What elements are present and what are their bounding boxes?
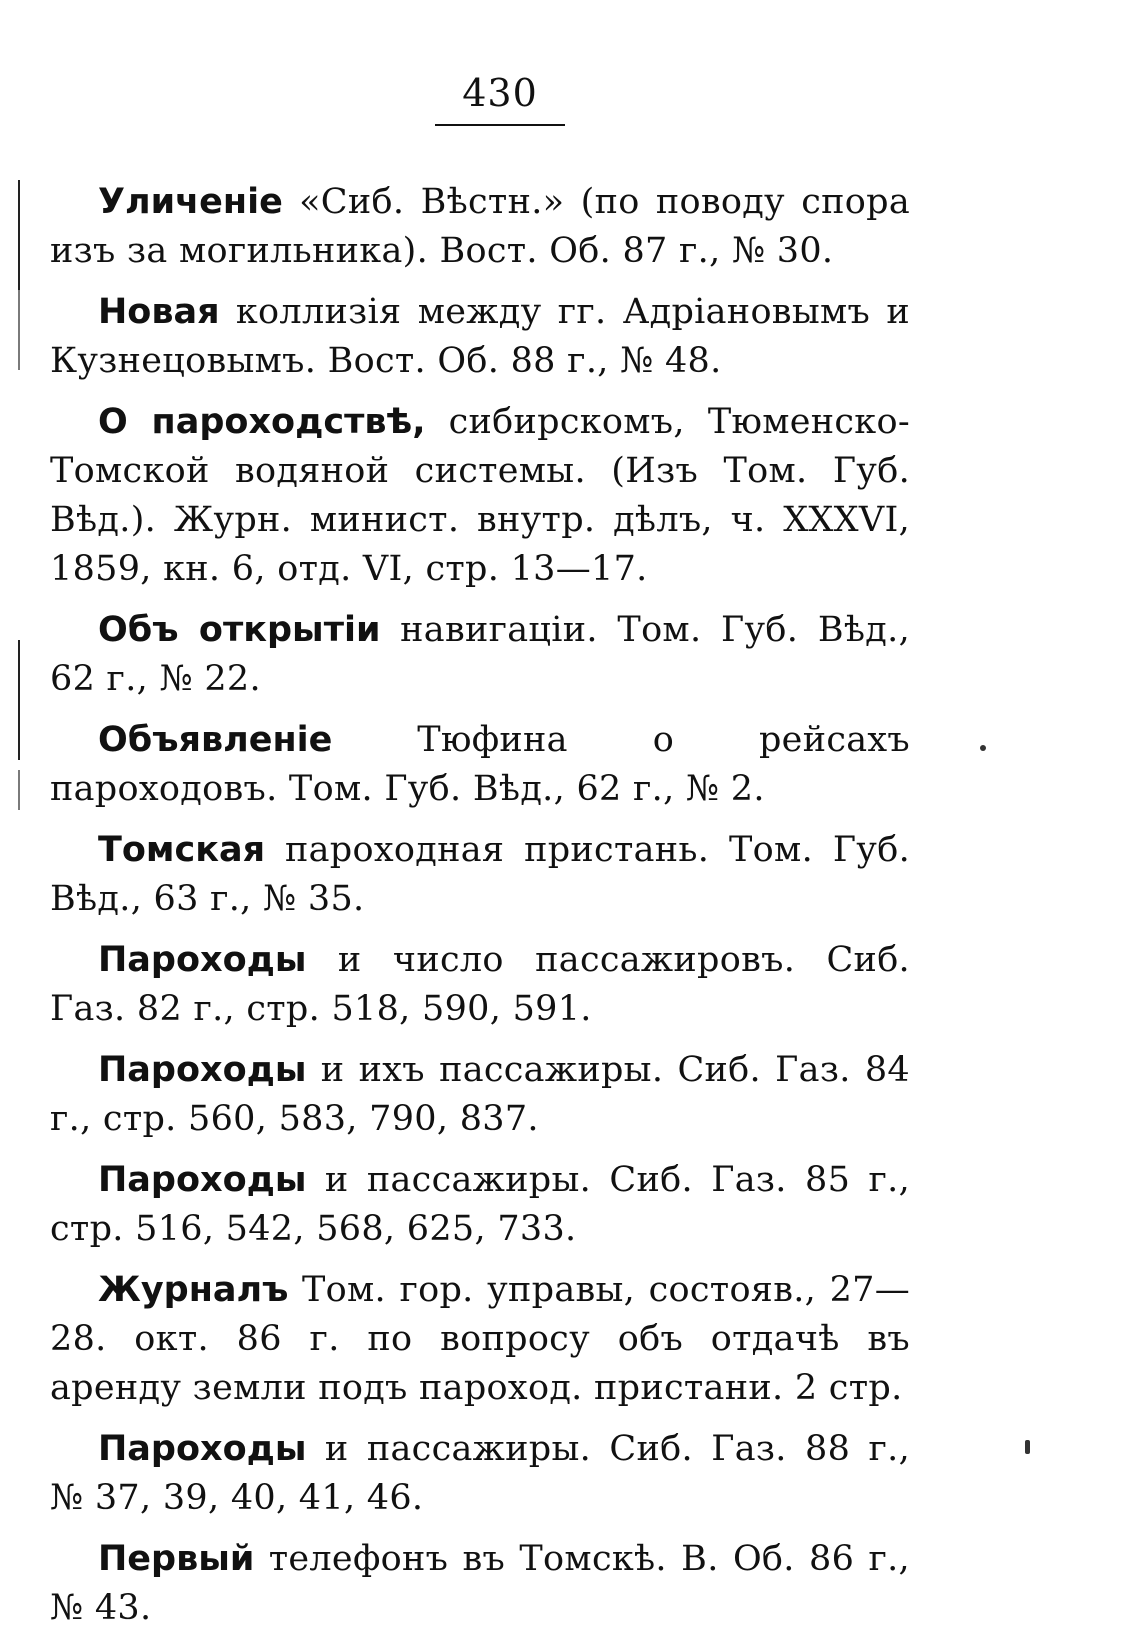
entry-text: пароходная пристань. Том. Губ. Вѣд., 63 г., № 35.: [50, 830, 910, 919]
entry-heading: Новая: [98, 292, 220, 332]
entry-heading: Пароходы: [98, 1429, 307, 1469]
entry-text: «Сиб. Вѣстн.» (по поводу спора изъ за могильника). Вост. Об. 87 г., № 30.: [50, 182, 910, 271]
left-margin-mark: [18, 180, 20, 290]
entry-text: телефонъ въ Томскѣ. В. Об. 86 г., № 43.: [50, 1539, 910, 1628]
entry-text: и число пассажировъ. Сиб. Газ. 82 г., стр. 518, 590, 591.: [50, 940, 910, 1029]
entry-heading: Пароходы: [98, 1050, 307, 1090]
entry-text: Тюфина о рейсахъ пароходовъ. Том. Губ. Вѣд., 62 г., № 2.: [50, 720, 910, 809]
bibliography-entry: [50, 1535, 910, 1633]
entry-text: и ихъ пассажиры. Сиб. Газ. 84 г., стр. 560, 583, 790, 837.: [50, 1050, 910, 1139]
bibliography-entry: [50, 1156, 910, 1254]
left-margin-mark: [18, 770, 20, 810]
entry-text: навигаціи. Том. Губ. Вѣд., 62 г., № 22.: [50, 610, 910, 699]
bibliography-entry: [50, 936, 910, 1034]
entry-heading: О пароходствѣ,: [98, 402, 426, 442]
bibliography-entry: [50, 178, 910, 276]
bibliography-entry: [50, 1046, 910, 1144]
bibliography-entry: [50, 826, 910, 924]
entry-text: сибирскомъ, Тюменско-Томской водяной системы. (Изъ Том. Губ. Вѣд.). Журн. минист. внутр. дѣлъ, ч. XXXVI, 1859, кн. 6, отд. VI, стр. 13—17.: [50, 402, 910, 589]
entry-heading: Первый: [98, 1539, 255, 1579]
entry-text: коллизія между гг. Адріановымъ и Кузнецовымъ. Вост. Об. 88 г., № 48.: [50, 292, 910, 381]
entry-heading: Объ открытіи: [98, 610, 381, 650]
entry-text: и пассажиры. Сиб. Газ. 85 г., стр. 516, 542, 568, 625, 733.: [50, 1160, 910, 1249]
entry-heading: Объявленіе: [98, 720, 333, 760]
bibliography-entry: [50, 1266, 910, 1413]
left-margin-mark: [18, 290, 20, 370]
entry-heading: Томская: [98, 830, 266, 870]
bibliography-entry: [50, 288, 910, 386]
page-number: 430: [462, 71, 538, 115]
bibliography-entry: [50, 1425, 910, 1523]
bibliography-entry: [50, 606, 910, 704]
bibliography-entry: [50, 716, 910, 814]
page-number-rule: [435, 124, 565, 126]
ink-speck: [980, 745, 986, 751]
bibliography-entries: [50, 178, 910, 1645]
entry-heading: Пароходы: [98, 940, 307, 980]
entry-heading: Уличеніе: [98, 182, 283, 222]
entry-heading: Журналъ: [98, 1270, 289, 1310]
ink-speck: [1025, 1440, 1030, 1454]
left-margin-mark: [18, 640, 20, 760]
entry-heading: Пароходы: [98, 1160, 307, 1200]
entry-text: Том. гор. управы, состояв., 27—28. окт. 86 г. по вопросу объ отдачѣ въ аренду земли подъ пароход. пристани. 2 стр.: [50, 1270, 910, 1408]
entry-text: и пассажиры. Сиб. Газ. 88 г., № 37, 39, 40, 41, 46.: [50, 1429, 910, 1518]
bibliography-entry: [50, 398, 910, 594]
